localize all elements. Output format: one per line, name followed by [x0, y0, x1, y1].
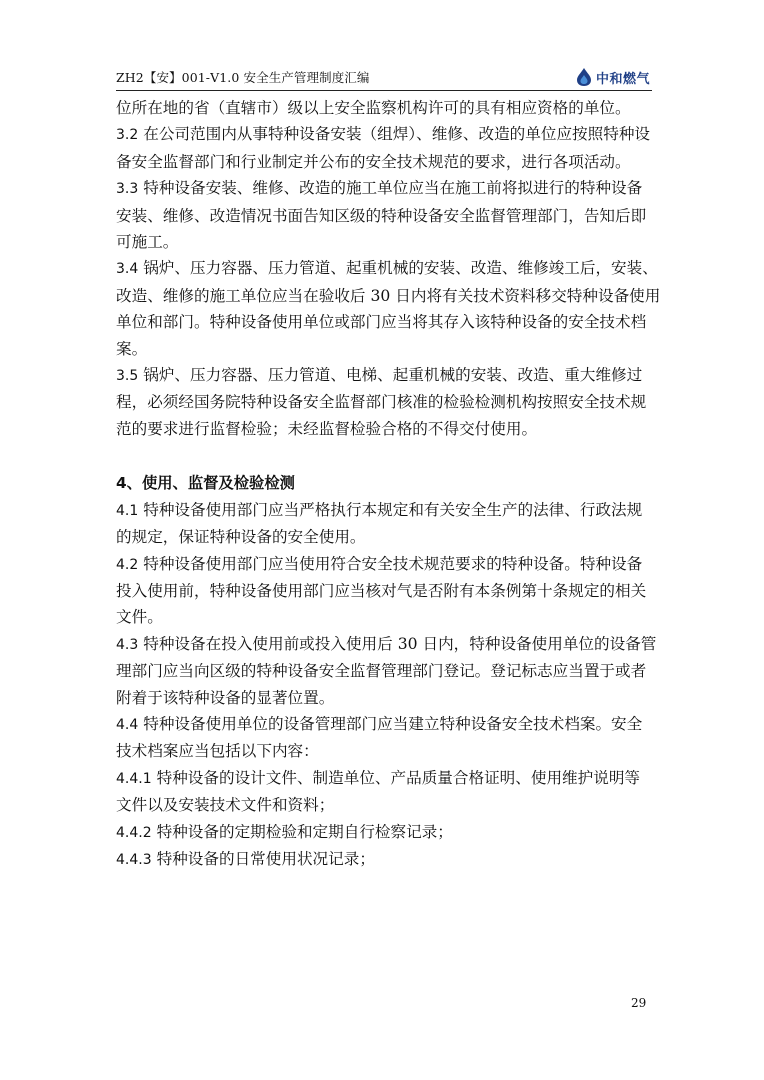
line-text: 位所在地的省（直辖市）级以上安全监察机构许可的具有相应资格的单位。 — [116, 99, 631, 117]
text-line — [116, 604, 656, 630]
text-line — [116, 711, 656, 738]
text-line — [116, 229, 656, 255]
text-line — [116, 175, 656, 202]
text-line — [116, 631, 656, 658]
line-text: 特种设备使用单位的设备管理部门应当建立特种设备安全技术档案。安全 — [143, 714, 643, 733]
clause-number: 3.4 — [116, 261, 139, 278]
line-text: 附着于该特种设备的显著位置。 — [116, 688, 335, 707]
line-text: 特种设备的日常使用状况记录； — [156, 849, 375, 868]
page-number: 29 — [631, 996, 647, 1010]
text-line — [116, 149, 656, 175]
clause-number: 4.4.1 — [116, 770, 152, 787]
line-text: 在公司范围内从事特种设备安装（组焊）、维修、改造的单位应按照特种设 — [143, 125, 651, 144]
text-line — [116, 551, 656, 578]
text-line — [116, 95, 656, 121]
clause-number: 4.4 — [116, 716, 139, 733]
text-line — [116, 389, 656, 415]
clause-number: 3.2 — [116, 127, 139, 144]
page-header — [116, 62, 652, 91]
text-line — [116, 846, 656, 873]
clause-number: 4.4.2 — [116, 824, 152, 841]
section-gap — [116, 442, 656, 470]
line-text: 特种设备的设计文件、制造单位、产品质量合格证明、使用维护说明等 — [156, 768, 641, 787]
line-text: 程，必须经国务院特种设备安全监督部门核准的检验检测机构按照安全技术规 — [116, 393, 647, 412]
line-text: 改造、维修的施工单位应当在验收后 30 日内将有关技术资料移交特种设备使用 — [116, 286, 661, 305]
text-line — [116, 819, 656, 846]
line-text: 特种设备在投入使用前或投入使用后 30 日内，特种设备使用单位的设备管 — [143, 634, 657, 653]
line-text: 文件以及安装技术文件和资料； — [116, 796, 335, 815]
line-text: 特种设备使用部门应当严格执行本规定和有关安全生产的法律、行政法规 — [143, 500, 643, 519]
text-line — [116, 765, 656, 792]
text-line — [116, 792, 656, 818]
line-text: 单位和部门。特种设备使用单位或部门应当将其存入该特种设备的安全技术档 — [116, 313, 647, 332]
clause-number: 4.2 — [116, 556, 139, 573]
line-text: 4、使用、监督及检验检测 — [116, 474, 295, 493]
text-line — [116, 203, 656, 229]
text-line — [116, 685, 656, 711]
text-line — [116, 738, 656, 764]
text-line — [116, 121, 656, 148]
text-line — [116, 524, 656, 550]
line-text: 锅炉、压力容器、压力管道、起重机械的安装、改造、维修竣工后，安装、 — [143, 259, 658, 278]
text-line — [116, 336, 656, 362]
section-heading — [116, 470, 656, 496]
text-line — [116, 309, 656, 335]
clause-number: 3.3 — [116, 181, 139, 198]
line-text: 备安全监督部门和行业制定并公布的安全技术规范的要求，进行各项活动。 — [116, 152, 631, 171]
line-text: 的规定，保证特种设备的安全使用。 — [116, 528, 366, 547]
clause-number: 4.4.3 — [116, 851, 152, 868]
text-line — [116, 497, 656, 524]
line-text: 特种设备安装、维修、改造的施工单位应当在施工前将拟进行的特种设备 — [143, 179, 643, 198]
line-text: 文件。 — [116, 608, 163, 627]
line-text: 投入使用前，特种设备使用部门应当核对气是否附有本条例第十条规定的相关 — [116, 581, 647, 600]
line-text: 安装、维修、改造情况书面告知区级的特种设备安全监督管理部门，告知后即 — [116, 206, 647, 225]
clause-number: 4.3 — [116, 636, 139, 653]
clause-number: 4.1 — [116, 502, 139, 519]
line-text: 可施工。 — [116, 233, 179, 252]
text-line — [116, 362, 656, 389]
line-text: 技术档案应当包括以下内容： — [116, 742, 319, 761]
flame-drop-icon — [575, 67, 593, 87]
document-body — [116, 95, 661, 873]
line-text: 特种设备的定期检验和定期自行检察记录； — [156, 822, 453, 841]
line-text: 特种设备使用部门应当使用符合安全技术规范要求的特种设备。特种设备 — [143, 554, 643, 573]
logo-text: 中和燃气 — [595, 71, 650, 87]
text-line — [116, 578, 656, 604]
line-text: 理部门应当向区级的特种设备安全监督管理部门登记。登记标志应当置于或者 — [116, 662, 647, 681]
text-line — [116, 416, 656, 442]
text-line — [116, 283, 661, 309]
text-line — [116, 658, 656, 684]
company-logo — [575, 67, 650, 87]
line-text: 范的要求进行监督检验；未经监督检验合格的不得交付使用。 — [116, 419, 538, 438]
line-text: 锅炉、压力容器、压力管道、电梯、起重机械的安装、改造、重大维修过 — [143, 366, 643, 385]
text-line — [116, 255, 656, 282]
line-text: 案。 — [116, 339, 148, 358]
clause-number: 3.5 — [116, 368, 139, 385]
document-title: ZH2【安】001-V1.0 安全生产管理制度汇编 — [116, 70, 370, 85]
